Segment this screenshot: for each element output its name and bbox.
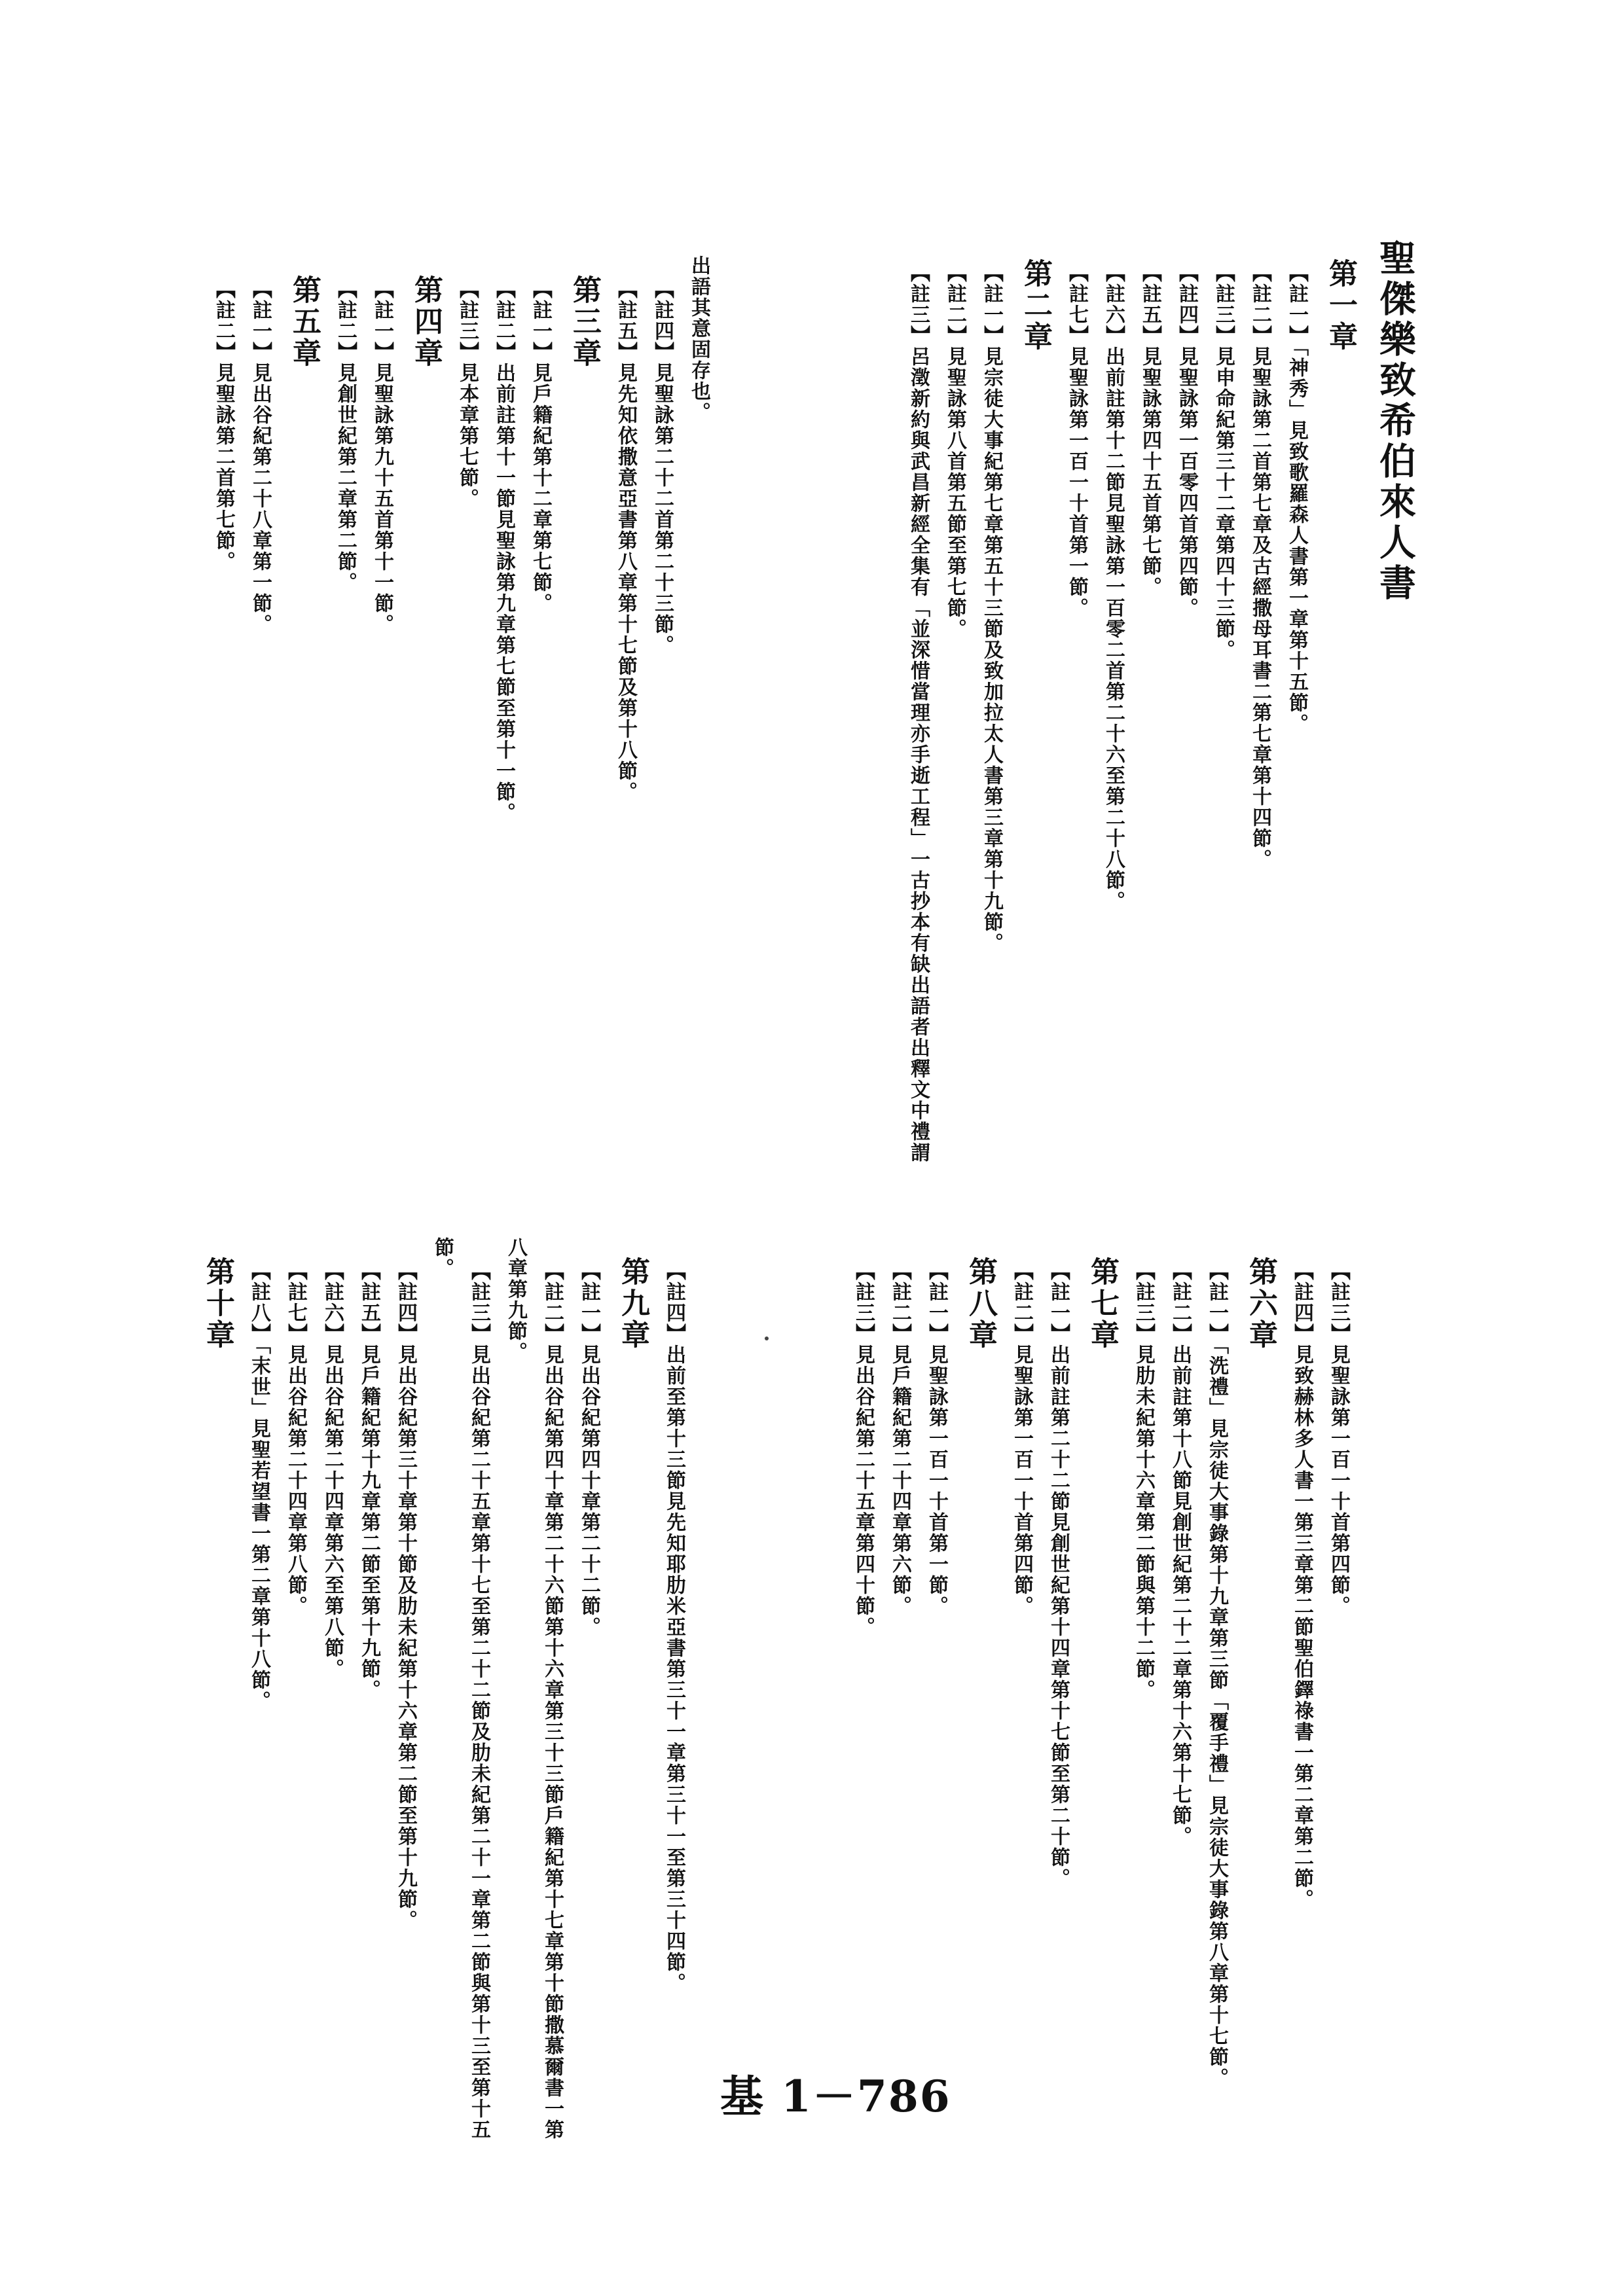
footnote: 【註八】「末世」見聖若望書一第二章第十八節。 [247,1261,270,1712]
footnote: 【註二】見聖詠第八首第五節至第七節。 [943,262,966,639]
chapter-heading: 第八章 [964,1257,997,1351]
lower-left-block [183,1237,685,2140]
footnote: 【註五】見聖詠第四十五首第七節。 [1139,262,1161,598]
upper-right-block [891,239,1417,1163]
chapter-heading: 第三章 [568,275,601,369]
footnote: 【註一】「洗禮」見宗徒大事錄第十九章第三節「覆手禮」見宗徒大事錄第八章第十七節。 [1205,1261,1228,2089]
footnote: 【註五】見戶籍紀第十九章第二節至第十九節。 [357,1261,380,1700]
upper-left-block [196,255,710,823]
footnote: 【註二】見出谷紀第四十章第二十六節第十六章第三十三節戶籍紀第十七章第十節撒慕爾書一第 [541,1261,564,2140]
footnote: 【註二】見聖詠第二首第七節。 [212,279,235,572]
footnote: 【註一】「神秀」見致歌羅森人書第一章第十五節。 [1285,262,1308,734]
footnote: 【註三】見出谷紀第二十五章第四十節。 [852,1261,875,1638]
footnote: 【註一】見聖詠第九十五首第十一節。 [371,279,393,635]
scan-speck [765,1336,769,1340]
footnote: 【註一】見戶籍紀第十二章第七節。 [529,279,552,614]
footnote: 【註四】見致赫林多人書一第三章第二節聖伯鐸祿書一第二章第二節。 [1290,1261,1313,1910]
footnote: 【註七】見出谷紀第二十四章第八節。 [284,1261,307,1617]
lower-right-block [836,1237,1350,2089]
footnote: 【註五】見先知依撒意亞書第八章第十七節及第十八節。 [614,279,637,802]
footnote: 【註一】出前註第二十二節見創世紀第十四章第十七節至第二十節。 [1047,1261,1070,1889]
footnote: 【註一】見出谷紀第二十八章第一節。 [249,279,272,635]
footnote: 【註二】出前註第十八節見創世紀第二十二章第十六第十七節。 [1169,1261,1192,1847]
chapter-heading: 第一章 [1324,259,1357,353]
book-title: 聖傑樂致希伯來人書 [1374,239,1417,604]
chapter-heading: 第六章 [1244,1257,1277,1351]
footnote: 【註六】見出谷紀第二十四章第六至第八節。 [321,1261,344,1679]
footnote: 【註三】見聖詠第一百一十首第四節。 [1327,1261,1350,1617]
chapter-heading: 第四章 [409,275,443,369]
footnote: 【註六】出前註第十二節見聖詠第一百零二首第二十六至第二十八節。 [1102,262,1125,912]
footnote-continuation: 節。 [431,1237,454,1279]
footnote: 【註三】呂澂新約與武昌新經全集有「並深惜當理亦手逝工程」一古抄本有缺出語者出釋文中禮謂 [907,262,930,1163]
footnote: 【註一】見宗徒大事紀第七章第五十三節及致加拉太人書第三章第十九節。 [980,262,1003,954]
footnote: 【註四】見聖詠第二十二首第二十三節。 [651,279,674,656]
footnote: 【註三】見申命紀第三十二章第四十三節。 [1212,262,1235,660]
footnote: 【註四】見出谷紀第三十章第十節及肋未紀第十六章第二節至第十九節。 [394,1261,417,1931]
footnote: 【註一】見出谷紀第四十章第二十二節。 [577,1261,600,1638]
chapter-heading: 第二章 [1019,259,1052,353]
footnote: 【註二】見戶籍紀第二十四章第六節。 [888,1261,911,1617]
footnote: 【註二】見聖詠第二首第七章及古經撒母耳書二第七章第十四節。 [1249,262,1271,870]
footnote: 【註二】見創世紀第二章第二節。 [334,279,357,593]
chapter-heading: 第五章 [287,275,321,369]
footnote: 【註三】見出谷紀第二十五章第十七至第二十二節及肋未紀第二十一章第二節與第十三至第十五 [467,1261,490,2140]
chapter-heading: 第九章 [616,1257,649,1351]
chapter-heading: 第七章 [1085,1257,1119,1351]
footnote-continuation: 八章第九節。 [504,1237,527,1363]
footnote: 【註三】見肋未紀第十六章第二節與第十二節。 [1132,1261,1155,1700]
footnote: 【註一】見聖詠第一百一十首第一節。 [925,1261,948,1617]
footnote-continuation: 出語其意固存也。 [687,255,710,423]
footnote: 【註三】見本章第七節。 [456,279,479,509]
footnote: 【註二】見聖詠第一百一十首第四節。 [1010,1261,1033,1617]
footnote: 【註四】出前至第十三節見先知耶肋米亞書第三十一章第三十一至第三十四節。 [663,1261,685,1994]
footnote: 【註二】出前註第十一節見聖詠第九章第七節至第十一節。 [492,279,515,823]
chapter-heading: 第十章 [201,1257,234,1351]
footnote: 【註七】見聖詠第一百一十首第一節。 [1065,262,1088,619]
footnote: 【註四】見聖詠第一百零四首第四節。 [1175,262,1198,619]
page-number: 基 1－786 [720,2071,951,2122]
